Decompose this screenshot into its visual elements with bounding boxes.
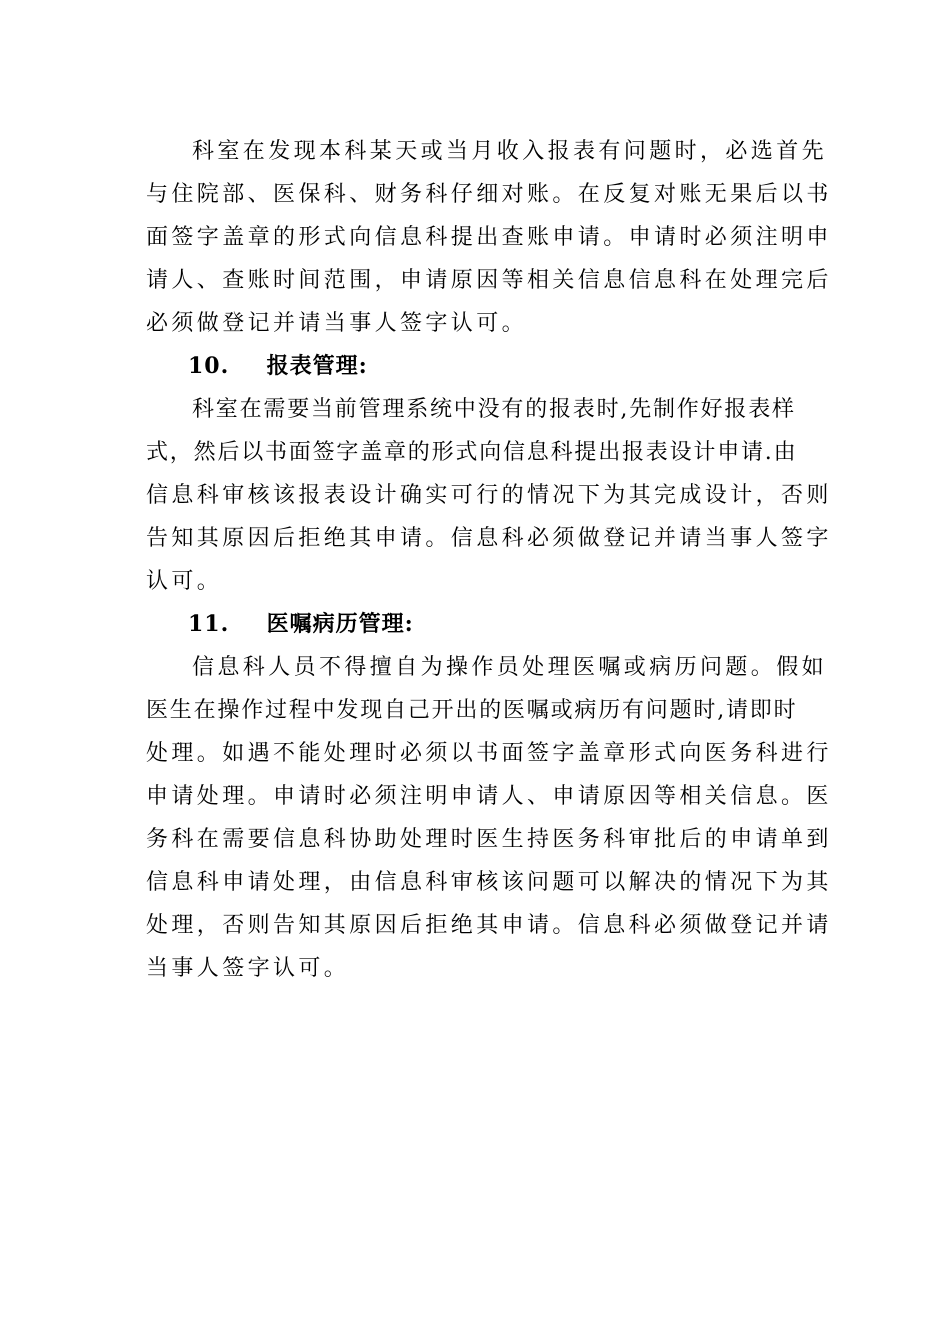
paragraph-line: 必须做登记并请当事人签字认可。 — [146, 311, 528, 336]
paragraph-line: 与住院部、医保科、财务科仔细对账。在反复对账无果后以书 — [146, 182, 832, 207]
paragraph-line: 认可。 — [146, 569, 223, 594]
section-title: 医嘱病历管理: — [266, 611, 414, 637]
paragraph-line: 申请处理。申请时必须注明申请人、申请原因等相关信息。医 — [146, 784, 832, 809]
paragraph-section-11 — [146, 646, 832, 990]
document-body — [146, 130, 832, 990]
paragraph-line: 请人、查账时间范围，申请原因等相关信息信息科在处理完后 — [146, 268, 832, 293]
paragraph-line: 告知其原因后拒绝其申请。信息科必须做登记并请当事人签字 — [146, 526, 832, 551]
paragraph-line: 处理，否则告知其原因后拒绝其申请。信息科必须做登记并请 — [146, 913, 832, 938]
paragraph-line: 处理。如遇不能处理时必须以书面签字盖章形式向医务科进行 — [146, 741, 832, 766]
paragraph-line: 务科在需要信息科协助处理时医生持医务科审批后的申请单到 — [146, 827, 832, 852]
section-title: 报表管理: — [266, 353, 368, 379]
paragraph-line: 式，然后以书面签字盖章的形式向信息科提出报表设计申请.由 — [146, 440, 798, 465]
paragraph-line: 当事人签字认可。 — [146, 956, 350, 981]
paragraph-intro — [146, 130, 832, 345]
section-number: 11. — [188, 611, 230, 637]
paragraph-line: 面签字盖章的形式向信息科提出查账申请。申请时必须注明申 — [146, 225, 832, 250]
paragraph-line: 信息科审核该报表设计确实可行的情况下为其完成设计，否则 — [146, 483, 832, 508]
paragraph-line: 信息科申请处理，由信息科审核该问题可以解决的情况下为其 — [146, 870, 832, 895]
paragraph-section-10 — [146, 388, 832, 603]
paragraph-line: 医生在操作过程中发现自己开出的医嘱或病历有问题时,请即时 — [146, 698, 798, 723]
paragraph-line: 科室在发现本科某天或当月收入报表有问题时，必选首先 — [192, 139, 828, 164]
section-heading-11 — [146, 603, 806, 646]
section-number: 10. — [188, 353, 230, 379]
paragraph-line: 科室在需要当前管理系统中没有的报表时,先制作好报表样 — [192, 397, 796, 422]
section-heading-10 — [146, 345, 806, 388]
paragraph-line: 信息科人员不得擅自为操作员处理医嘱或病历问题。假如 — [192, 655, 828, 680]
